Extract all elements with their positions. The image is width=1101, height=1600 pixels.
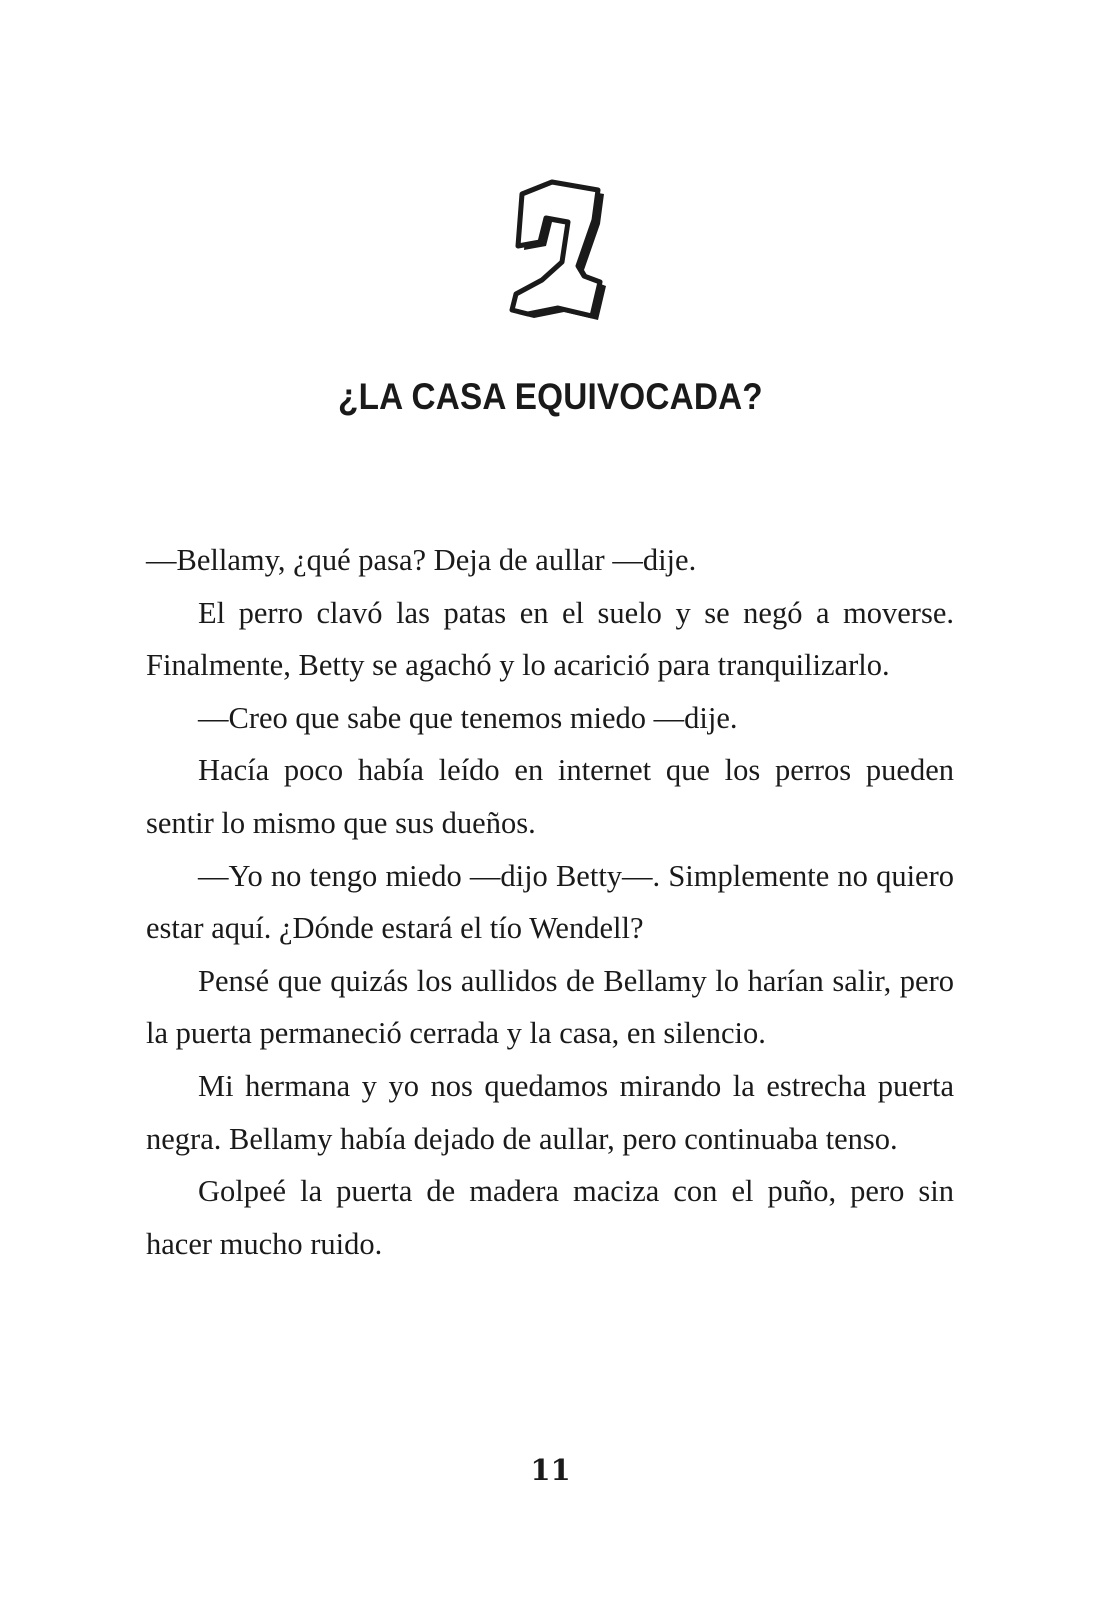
chapter-title: ¿LA CASA EQUIVOCADA? — [338, 376, 763, 417]
chapter-number-graphic — [506, 178, 606, 323]
paragraph: El perro clavó las patas en el suelo y se negó a moverse. Finalmente, Betty se agachó y lo acarició para tranquilizarlo. — [146, 595, 954, 683]
paragraph: —Yo no tengo miedo —dijo Betty—. Simplemente no quiero estar aquí. ¿Dónde estará el tío Wendell? — [146, 858, 954, 946]
paragraph: —Bellamy, ¿qué pasa? Deja de aullar —dije. — [146, 543, 697, 577]
paragraph: Hacía poco había leído en internet que los perros pueden sentir lo mismo que sus dueños. — [146, 753, 954, 840]
paragraph: Golpeé la puerta de madera maciza con el puño, pero sin hacer mucho ruido. — [146, 1174, 954, 1261]
paragraph: Pensé que quizás los aullidos de Bellamy lo harían salir, pero la puerta permaneció cerrada y la casa, en silencio. — [146, 963, 954, 1051]
paragraph: Mi hermana y yo nos quedamos mirando la estrecha puerta negra. Bellamy había dejado de aullar, pero continuaba tenso. — [146, 1068, 954, 1156]
paragraph: —Creo que sabe que tenemos miedo —dije. — [198, 700, 738, 735]
page-number: 11 — [530, 1453, 571, 1487]
body-text — [146, 534, 954, 1270]
